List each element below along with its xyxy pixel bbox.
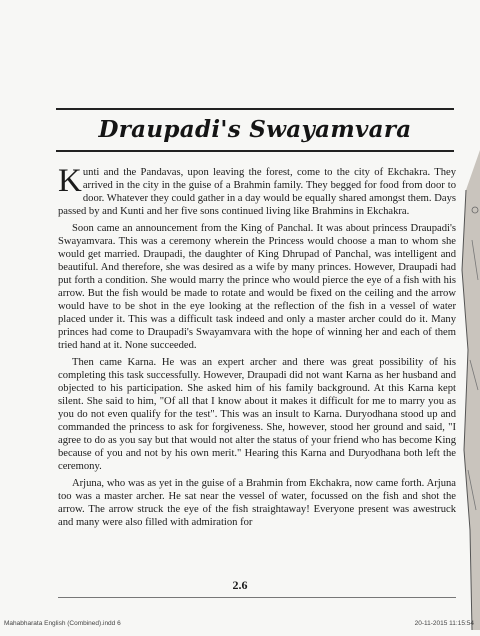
title-rule-bottom: [56, 150, 454, 152]
footer-file-name: Mahabharata English (Combined).indd 6: [4, 620, 121, 627]
footer-timestamp: 20-11-2015 11:15:54: [414, 620, 474, 627]
illustration-edge: [458, 150, 480, 630]
paragraph-4: Arjuna, who was as yet in the guise of a Brahmin from Ekchakra, now came forth. Arjuna too was a master archer. He sat near the vessel of water, focussed on the fish and shot the arrow. The arrow struck the eye of the fish straightaway! Everyone present was awestruck and many were also filled with admiration for: [58, 478, 456, 528]
paragraph-1: [58, 163, 456, 218]
paragraph-3: Then came Karna. He was an expert archer and there was great possibility of his completing this task successfully. However, Draupadi did not want Karna as her husband and objected to his participation. She asked him of his family background. At this Karna kept silent. She said to him, "Of all that I know about it makes it difficult for me to marry you as you do not even qualify for the test". This was an insult to Karna. Duryodhana stood up and commanded the princess to ask for forgiveness. She, however, stood her ground and said, "I agree to do as you say but that would not alter the status of your friend who has become King because of you and not by his own merit." Hearing this Karna and Duryodhana both left the ceremony.: [58, 357, 456, 472]
chapter-body: [58, 163, 456, 533]
paragraph-2: Soon came an announcement from the King of Panchal. It was about princess Draupadi's Swayamvara. This was a ceremony wherein the Princess would choose a man to whom she would get married. Draupadi, the daughter of King Dhrupad of Panchal, was intelligent and beautiful. And therefore, she was desired as a wife by many princes. However, Draupadi had put forth a condition. She would marry the prince who would pierce the eye of a fish with his arrow. But the fish would be made to rotate and would be fixed on the ceiling and the arrow would have to be shot in the eye looking at the reflection of the fish in a vessel of water placed under it. This was a difficult task indeed and only a master archer could do it. Many princes had come to Draupadi's Swayamvara with the hope of winning her and each of them tried hand at it. None succeeded.: [58, 223, 456, 351]
page-number: 2.6: [232, 578, 248, 592]
footer-rule: [58, 597, 456, 598]
paragraph-text: unti and the Pandavas, upon leaving the forest, come to the city of Ekchakra. They arrived in the city in the guise of a Brahmin family. They begged for food from door to door. Whatever they could gather in a day would be equally shared amongst them. Days passed by and Kunti and her five sons continued living like Brahmins in Ekchakra.: [58, 167, 456, 217]
chapter-title: Draupadi's Swayamvara: [98, 116, 412, 143]
title-rule-top: [56, 108, 454, 110]
drop-cap: K: [58, 163, 82, 199]
